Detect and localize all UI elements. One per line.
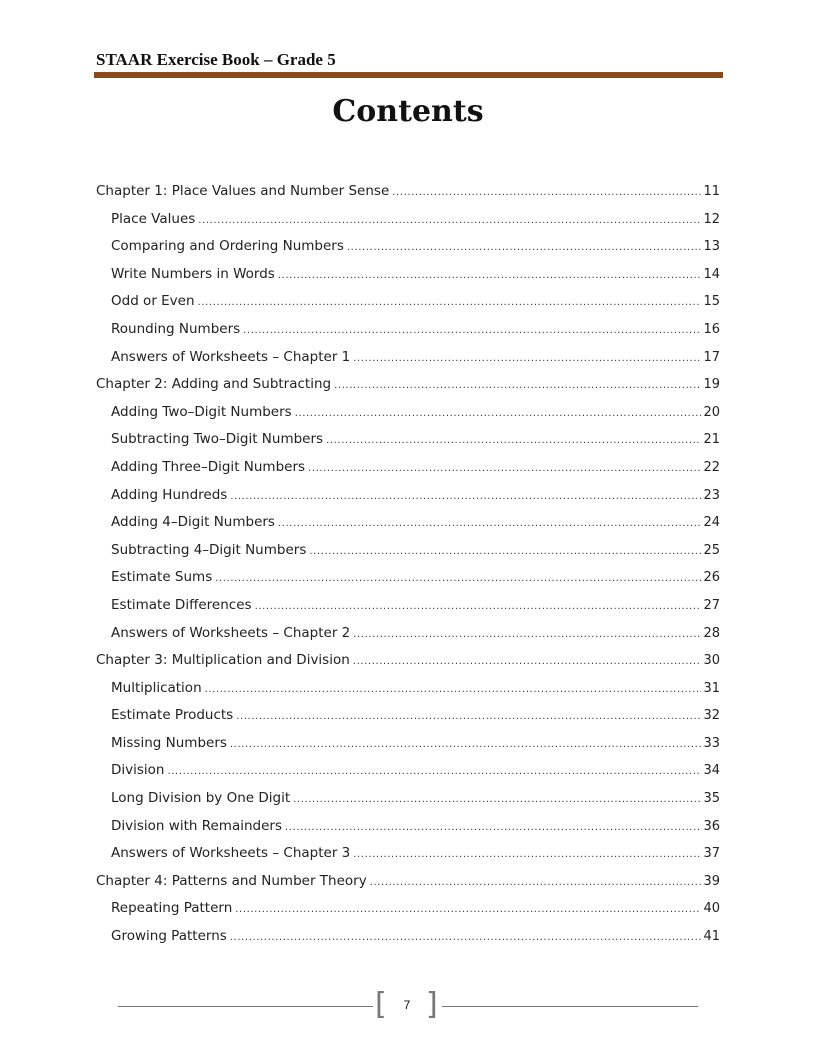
toc-entry-label: Adding Two–Digit Numbers bbox=[111, 403, 292, 420]
toc-chapter-entry[interactable] bbox=[96, 371, 720, 399]
toc-entry-label: Answers of Worksheets – Chapter 3 bbox=[111, 845, 351, 862]
toc-entry-label: Place Values bbox=[111, 210, 196, 227]
toc-dot-leader bbox=[334, 372, 701, 400]
toc-dot-leader bbox=[236, 703, 701, 731]
toc-entry-label: Repeating Pattern bbox=[111, 900, 233, 917]
toc-dot-leader bbox=[168, 758, 702, 786]
toc-section-entry[interactable] bbox=[96, 426, 720, 454]
toc-entry-label: Rounding Numbers bbox=[111, 320, 241, 337]
toc-section-entry[interactable] bbox=[96, 757, 720, 785]
toc-section-entry[interactable] bbox=[96, 840, 720, 868]
page-title: Contents bbox=[332, 94, 484, 129]
toc-entry-page: 35 bbox=[703, 791, 720, 807]
toc-section-entry[interactable] bbox=[96, 233, 720, 261]
toc-section-entry[interactable] bbox=[96, 399, 720, 427]
toc-dot-leader bbox=[326, 427, 701, 455]
toc-entry-label: Odd or Even bbox=[111, 293, 195, 310]
toc-dot-leader bbox=[353, 621, 701, 649]
toc-section-entry[interactable] bbox=[96, 482, 720, 510]
toc-entry-label: Write Numbers in Words bbox=[111, 265, 275, 282]
toc-entry-label: Growing Patterns bbox=[111, 928, 227, 945]
toc-section-entry[interactable] bbox=[96, 785, 720, 813]
toc-entry-label: Answers of Worksheets – Chapter 1 bbox=[111, 348, 351, 365]
toc-dot-leader bbox=[392, 179, 701, 207]
toc-section-entry[interactable] bbox=[96, 537, 720, 565]
toc-entry-label: Adding Three–Digit Numbers bbox=[111, 458, 306, 475]
toc-entry-label: Subtracting 4–Digit Numbers bbox=[111, 541, 307, 558]
toc-dot-leader bbox=[230, 924, 702, 952]
toc-entry-page: 23 bbox=[703, 487, 720, 503]
toc-dot-leader bbox=[308, 455, 701, 483]
toc-entry-label: Adding Hundreds bbox=[111, 486, 228, 503]
toc-entry-page: 20 bbox=[703, 404, 720, 420]
toc-entry-label: Multiplication bbox=[111, 679, 202, 696]
toc-entry-label: Estimate Sums bbox=[111, 569, 213, 586]
left-bracket-icon: [ bbox=[375, 987, 387, 1022]
toc-dot-leader bbox=[285, 814, 701, 842]
toc-section-entry[interactable] bbox=[96, 813, 720, 841]
toc-entry-label: Chapter 1: Place Values and Number Sense bbox=[96, 183, 390, 199]
toc-entry-page: 13 bbox=[703, 239, 720, 255]
toc-entry-page: 33 bbox=[703, 735, 720, 751]
toc-section-entry[interactable] bbox=[96, 564, 720, 592]
toc-section-entry[interactable] bbox=[96, 509, 720, 537]
toc-section-entry[interactable] bbox=[96, 592, 720, 620]
footer-rule-right bbox=[442, 1006, 698, 1007]
toc-entry-page: 41 bbox=[703, 929, 720, 945]
toc-entry-label: Chapter 3: Multiplication and Division bbox=[96, 652, 350, 669]
footer-rule-left bbox=[118, 1006, 373, 1007]
toc-dot-leader bbox=[353, 345, 701, 373]
toc-dot-leader bbox=[255, 593, 702, 621]
toc-section-entry[interactable] bbox=[96, 620, 720, 648]
toc-entry-label: Estimate Differences bbox=[111, 596, 252, 613]
toc-entry-label: Estimate Products bbox=[111, 707, 234, 724]
toc-dot-leader bbox=[370, 869, 702, 897]
toc-entry-label: Long Division by One Digit bbox=[111, 790, 291, 807]
toc-section-entry[interactable] bbox=[96, 206, 720, 234]
toc-entry-page: 37 bbox=[703, 846, 720, 862]
toc-entry-label: Chapter 2: Adding and Subtracting bbox=[96, 376, 332, 393]
toc-entry-page: 39 bbox=[703, 873, 720, 889]
toc-entry-page: 25 bbox=[703, 542, 720, 558]
toc-dot-leader bbox=[295, 400, 702, 428]
toc-entry-page: 34 bbox=[703, 763, 720, 779]
toc-entry-page: 36 bbox=[703, 818, 720, 834]
toc-entry-label: Subtracting Two–Digit Numbers bbox=[111, 431, 324, 448]
toc-entry-page: 28 bbox=[703, 625, 720, 641]
toc-chapter-entry[interactable] bbox=[96, 647, 720, 675]
toc-dot-leader bbox=[205, 676, 702, 704]
toc-entry-page: 24 bbox=[703, 515, 720, 531]
toc-entry-page: 11 bbox=[703, 184, 720, 199]
toc-dot-leader bbox=[215, 565, 701, 593]
toc-entry-page: 40 bbox=[703, 901, 720, 917]
toc-section-entry[interactable] bbox=[96, 730, 720, 758]
toc-entry-page: 12 bbox=[703, 211, 720, 227]
toc-entry-label: Missing Numbers bbox=[111, 734, 227, 751]
toc-entry-page: 27 bbox=[703, 597, 720, 613]
toc-entry-page: 19 bbox=[703, 377, 720, 393]
toc-dot-leader bbox=[353, 841, 701, 869]
toc-section-entry[interactable] bbox=[96, 316, 720, 344]
header-rule bbox=[94, 72, 723, 78]
toc-dot-leader bbox=[198, 289, 702, 317]
toc-dot-leader bbox=[353, 648, 702, 676]
right-bracket-icon: ] bbox=[426, 987, 438, 1022]
toc-entry-page: 26 bbox=[703, 570, 720, 586]
toc-section-entry[interactable] bbox=[96, 344, 720, 372]
toc-entry-page: 16 bbox=[703, 321, 720, 337]
toc-entry-label: Division bbox=[111, 762, 165, 779]
toc-section-entry[interactable] bbox=[96, 261, 720, 289]
toc-dot-leader bbox=[278, 262, 702, 290]
table-of-contents bbox=[96, 178, 720, 951]
toc-dot-leader bbox=[230, 483, 701, 511]
toc-dot-leader bbox=[235, 896, 701, 924]
toc-dot-leader bbox=[243, 317, 701, 345]
toc-entry-label: Answers of Worksheets – Chapter 2 bbox=[111, 624, 351, 641]
toc-chapter-entry[interactable] bbox=[96, 178, 720, 206]
toc-entry-label: Adding 4–Digit Numbers bbox=[111, 514, 275, 531]
toc-dot-leader bbox=[347, 234, 702, 262]
toc-entry-page: 22 bbox=[703, 459, 720, 475]
toc-dot-leader bbox=[278, 510, 701, 538]
toc-entry-page: 30 bbox=[703, 653, 720, 669]
toc-chapter-entry[interactable] bbox=[96, 868, 720, 896]
toc-entry-page: 21 bbox=[703, 432, 720, 448]
toc-entry-page: 32 bbox=[703, 708, 720, 724]
running-header: STAAR Exercise Book – Grade 5 bbox=[96, 50, 336, 69]
toc-section-entry[interactable] bbox=[96, 675, 720, 703]
toc-entry-label: Chapter 4: Patterns and Number Theory bbox=[96, 872, 367, 889]
toc-dot-leader bbox=[230, 731, 702, 759]
toc-dot-leader bbox=[309, 538, 701, 566]
toc-section-entry[interactable] bbox=[96, 923, 720, 951]
toc-entry-page: 17 bbox=[703, 349, 720, 365]
toc-section-entry[interactable] bbox=[96, 702, 720, 730]
toc-section-entry[interactable] bbox=[96, 895, 720, 923]
toc-dot-leader bbox=[293, 786, 701, 814]
toc-dot-leader bbox=[198, 207, 701, 235]
toc-entry-page: 15 bbox=[703, 294, 720, 310]
page-number: 7 bbox=[403, 998, 411, 1012]
toc-section-entry[interactable] bbox=[96, 454, 720, 482]
toc-entry-page: 14 bbox=[703, 266, 720, 282]
toc-entry-label: Division with Remainders bbox=[111, 817, 282, 834]
toc-section-entry[interactable] bbox=[96, 288, 720, 316]
toc-entry-page: 31 bbox=[703, 680, 720, 696]
toc-entry-label: Comparing and Ordering Numbers bbox=[111, 238, 344, 255]
